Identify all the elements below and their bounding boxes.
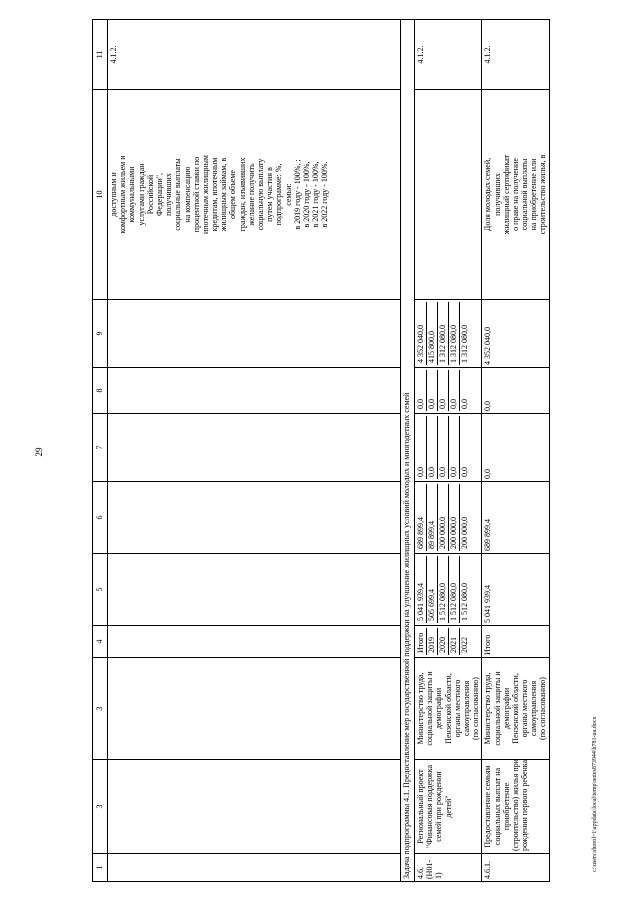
- text-line: жилищный сертификат: [501, 154, 511, 235]
- col-number: 1: [93, 854, 108, 882]
- year-label: Итого: [482, 626, 549, 658]
- col-number: 4: [93, 626, 108, 658]
- amount-value: 1 512 080,0: [438, 556, 449, 623]
- text-line: социальную выплату: [256, 158, 265, 231]
- text-line: "Финансовая поддержка: [425, 764, 435, 849]
- footer-file-path: c:\users\shorol~1\appdata\local\temp\notes873944\b781-ua.docx: [592, 716, 598, 872]
- text-line: приобретение: [501, 782, 511, 831]
- amount-value: 89 899,4: [427, 484, 438, 551]
- amount-value: 0,0: [427, 416, 438, 479]
- text-line: общем объеме: [228, 170, 238, 220]
- amount-c7-cell: [415, 414, 482, 482]
- text-line: Пензенской области,: [510, 673, 520, 744]
- amount-federal-cell: [415, 300, 482, 368]
- text-line: социальной выплаты: [520, 158, 530, 231]
- year-label: 2021: [449, 628, 460, 655]
- col-number: 9: [93, 300, 108, 368]
- amount-c8-cell: [415, 368, 482, 414]
- text-line: органы местного: [452, 679, 462, 738]
- text-line: граждан, изъявивших: [237, 157, 247, 232]
- text-line: Министерство труда,: [416, 672, 425, 745]
- amount-value: 505 699,4: [427, 556, 438, 623]
- text-line: социальной защиты и: [492, 671, 502, 746]
- year-cell: [415, 626, 482, 658]
- column-number-row: [93, 20, 108, 882]
- text-line: Предоставление семьям: [483, 765, 493, 848]
- amount-value: 0,0: [460, 399, 470, 409]
- text-line: получивших: [164, 173, 174, 216]
- task-title: Задача подпрограммы 4.1. Предоставление мер государственной поддержки на улучшение жилищных условий молодых и многодетных семей: [401, 20, 415, 882]
- continuation-row: [108, 20, 401, 882]
- table-row: [415, 20, 482, 882]
- text-line: кредитам, ипотечным: [210, 157, 220, 232]
- row-executor: [482, 658, 549, 760]
- text-line: в 2022 году - 100%.: [320, 161, 330, 228]
- row-link: 4.1.2.: [482, 20, 549, 90]
- row-code: 4.6. (Н01-1): [415, 854, 482, 882]
- amount-value: 0,0: [438, 370, 449, 411]
- text-line: (строительство) жилья при: [510, 759, 520, 851]
- amount-value: 4 352 040,0: [416, 302, 427, 365]
- amount-value: 0,0: [449, 416, 460, 479]
- table-row: [482, 20, 549, 882]
- amount-value: 1 312 080,0: [449, 302, 460, 365]
- amount-value: 0,0: [427, 370, 438, 411]
- text-line: Доля молодых семей,: [483, 157, 493, 232]
- rotated-table-wrapper: [92, 20, 610, 882]
- text-line: коммунальными: [127, 166, 137, 223]
- amount-value: 1 512 080,0: [460, 583, 470, 621]
- text-line: путем участия в: [265, 167, 275, 222]
- amount-value: 5 041 939,4: [482, 554, 549, 626]
- text-line: детей": [443, 795, 453, 818]
- row-result: [482, 90, 549, 300]
- text-line: жилищным займам, в: [219, 157, 229, 232]
- program-table: [92, 19, 550, 882]
- text-line: Пензенской области,: [443, 673, 453, 744]
- text-line: рождении первого ребенка: [520, 759, 530, 851]
- col-number: 3: [93, 760, 108, 854]
- col-number: 11: [93, 20, 108, 90]
- row-code: 4.6.1.: [482, 854, 549, 882]
- row-name: [415, 760, 482, 854]
- col-number: 3: [93, 658, 108, 760]
- text-line: Министерство труда,: [483, 672, 493, 745]
- text-line: (по согласованию): [471, 677, 481, 740]
- text-line: ипотечным жилищным: [200, 155, 210, 235]
- continuation-link: 4.1.2.: [108, 20, 401, 90]
- amount-value: 415 800,0: [427, 302, 438, 365]
- amount-value: 200 000,0: [460, 517, 470, 549]
- text-line: Региональный проект: [416, 769, 425, 844]
- amount-value: 0,0: [438, 416, 449, 479]
- continuation-result-cell: [108, 90, 401, 300]
- page-number: 29: [34, 447, 44, 457]
- amount-value: 200 000,0: [449, 484, 460, 551]
- text-line: демографии: [434, 687, 444, 730]
- col-number: 10: [93, 90, 108, 300]
- text-line: социальные выплаты: [173, 158, 183, 231]
- amount-value: 0,0: [416, 416, 427, 479]
- row-link: 4.1.2.: [415, 20, 482, 90]
- amount-value: 0,0: [482, 368, 549, 414]
- text-line: подпрограмме: %,: [274, 163, 284, 226]
- text-line: строительство жилья, в: [538, 154, 548, 235]
- text-line: услугами граждан: [136, 163, 146, 226]
- text-line: комфортным жильем и: [118, 155, 128, 234]
- continuation-result-text: [109, 92, 330, 297]
- text-line: самоуправления: [529, 680, 539, 737]
- text-line: желание получить: [246, 163, 256, 226]
- year-label: 2019: [427, 628, 438, 655]
- col-number: 6: [93, 482, 108, 554]
- amount-value: 1 312 080,0: [438, 302, 449, 365]
- text-line: Российской: [145, 174, 155, 215]
- text-line: семей при рождении: [434, 771, 444, 842]
- amount-value: 0,0: [460, 467, 470, 477]
- amount-value: 1 512 080,0: [449, 556, 460, 623]
- amount-value: 5 041 939,4: [416, 556, 427, 623]
- text-line: демографии: [501, 687, 511, 730]
- amount-value: 0,0: [449, 370, 460, 411]
- year-label: Итого: [416, 628, 427, 655]
- text-line: социальных выплат на: [492, 767, 502, 846]
- row-executor: [415, 658, 482, 760]
- amount-total-cell: [415, 554, 482, 626]
- row-result: [415, 90, 482, 300]
- text-line: в 2020 году - 100%,: [301, 161, 311, 228]
- year-label: 2020: [438, 628, 449, 655]
- text-line: социальной защиты и: [425, 671, 435, 746]
- amount-value: 200 000,0: [438, 484, 449, 551]
- amount-value: 689 899,4: [482, 482, 549, 554]
- row-name: [482, 760, 549, 854]
- text-line: в 2019 году - 100%, ;: [292, 159, 302, 230]
- amount-value: 0,0: [416, 370, 427, 411]
- amount-regional-cell: [415, 482, 482, 554]
- task-row: [401, 20, 415, 882]
- text-line: в 2021 году - 100%,: [311, 161, 321, 228]
- text-line: доступным и: [109, 172, 118, 217]
- col-number: 8: [93, 368, 108, 414]
- rotated-table-inner: [92, 20, 610, 882]
- text-line: на компенсацию: [182, 166, 192, 223]
- amount-value: 4 352 040,0: [482, 300, 549, 368]
- text-line: органы местного: [520, 679, 530, 738]
- text-line: (по согласованию): [538, 677, 548, 740]
- amount-value: 0,0: [482, 414, 549, 482]
- col-number: 7: [93, 414, 108, 482]
- col-number: 5: [93, 554, 108, 626]
- year-label: 2022: [460, 637, 470, 653]
- text-line: на приобретение или: [529, 158, 539, 231]
- text-line: о праве на получение: [510, 158, 520, 231]
- text-line: семьи:: [283, 183, 293, 206]
- text-line: самоуправления: [461, 680, 471, 737]
- amount-value: 689 899,4: [416, 484, 427, 551]
- amount-value: 1 312 080,0: [460, 325, 470, 363]
- text-line: Федерации",: [154, 172, 164, 217]
- text-line: процентной ставки по: [191, 156, 201, 233]
- text-line: получивших: [492, 173, 502, 216]
